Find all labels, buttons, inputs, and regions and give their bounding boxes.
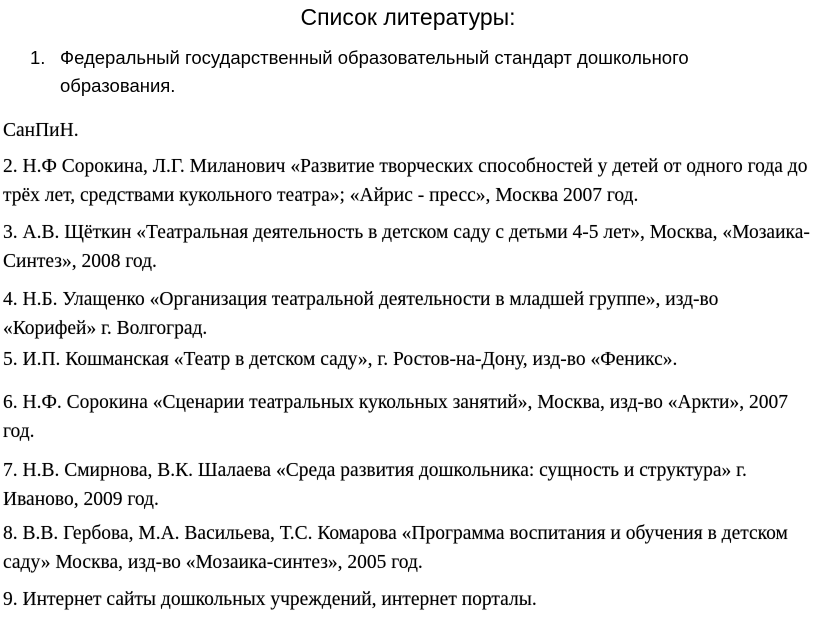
bibliography-entry-3: 3. А.В. Щёткин «Театральная деятельность в детском саду с детьми 4-5 лет», Москва, «Мозаика-Синтез», 2008 год. bbox=[3, 222, 810, 272]
numbered-list-item bbox=[30, 44, 790, 100]
bibliography-entry-6: 6. Н.Ф. Сорокина «Сценарии театральных кукольных занятий», Москва, изд-во «Аркти», 2007 год. bbox=[3, 392, 788, 442]
bibliography-entry-8: 8. В.В. Гербова, М.А. Васильева, Т.С. Комарова «Программа воспитания и обучения в детском саду» Москва, изд-во «Мозаика-синтез», 2005 год. bbox=[3, 523, 788, 573]
page-title: Список литературы: bbox=[300, 4, 516, 30]
list-marker: 1. bbox=[30, 47, 46, 68]
bibliography-entry-5: 5. И.П. Кошманская «Театр в детском саду», г. Ростов-на-Дону, изд-во «Феникс». bbox=[3, 349, 678, 370]
bibliography-entry-9: 9. Интернет сайты дошкольных учреждений, интернет порталы. bbox=[3, 589, 537, 610]
bibliography-entry-sanpin: СанПиН. bbox=[3, 120, 79, 141]
list-item-text: Федеральный государственный образовательный стандарт дошкольного образования. bbox=[60, 47, 689, 96]
bibliography-entry-4: 4. Н.Б. Улащенко «Организация театральной деятельности в младшей группе», изд-во «Корифей» г. Волгоград. bbox=[3, 289, 719, 339]
bibliography-entry-2: 2. Н.Ф Сорокина, Л.Г. Миланович «Развитие творческих способностей у детей от одного года до трёх лет, средствами кукольного театра»; «Айрис - пресс», Москва 2007 год. bbox=[3, 156, 808, 206]
bibliography-entry-7: 7. Н.В. Смирнова, В.К. Шалаева «Среда развития дошкольника: сущность и структура» г. Иваново, 2009 год. bbox=[3, 460, 747, 510]
